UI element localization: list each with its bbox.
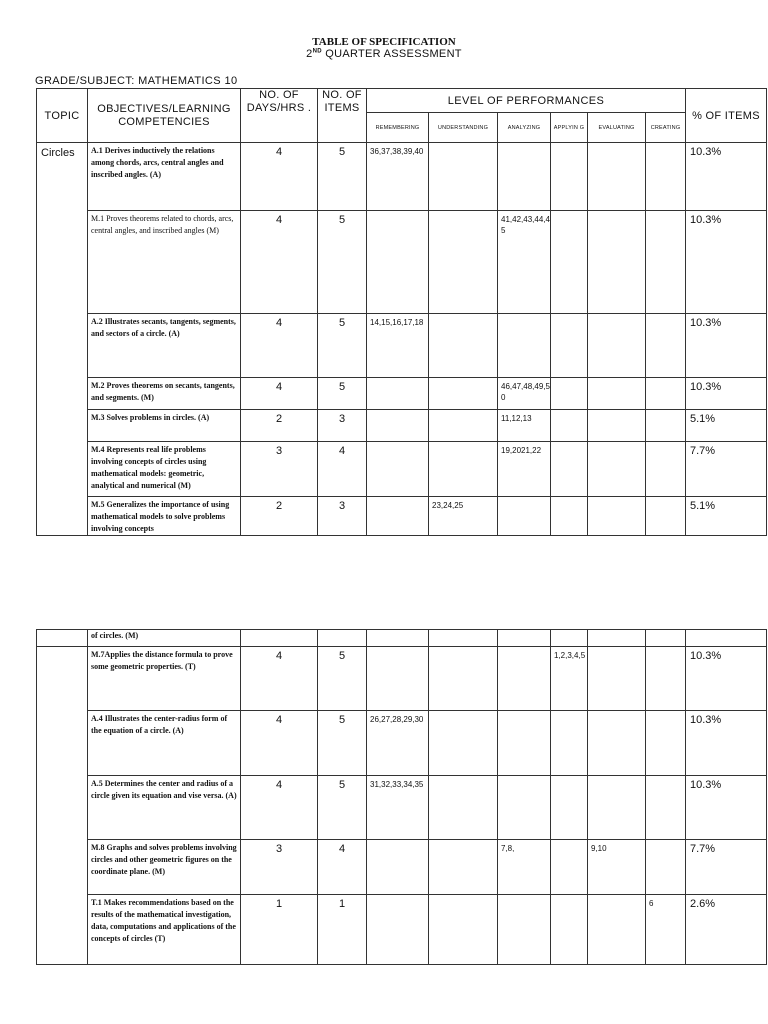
topic-cell [37, 630, 88, 647]
objective-cell: of circles. (M) [88, 630, 241, 647]
objective-cell: M.5 Generalizes the importance of using mathematical models to solve problems involving concepts [88, 497, 241, 536]
level-remembering-cell [367, 647, 429, 711]
subtitle-text: QUARTER ASSESSMENT [321, 48, 462, 60]
levels-header: LEVEL OF PERFORMANCES [367, 89, 686, 113]
level-evaluating-cell [588, 143, 646, 211]
objective-cell: A.1 Derives inductively the relations among chords, arcs, central angles and inscribed angles. (A) [88, 143, 241, 211]
topic-header: TOPIC [37, 89, 88, 143]
level-understanding-cell [429, 410, 498, 442]
level-applying-cell [551, 211, 588, 314]
objective-cell: T.1 Makes recommendations based on the results of the mathematical investigation, data, computations and applications of the concepts of circles (T) [88, 895, 241, 965]
level-analyzing-cell [498, 895, 551, 965]
level-analyzing-cell: 46,47,48,49,50 [498, 378, 551, 410]
level-understanding-cell [429, 776, 498, 840]
level-evaluating-cell [588, 410, 646, 442]
level-remembering-cell: 31,32,33,34,35 [367, 776, 429, 840]
percent-cell: 10.3% [686, 711, 767, 776]
competency-row [37, 314, 767, 378]
days-cell: 3 [241, 840, 318, 895]
level-evaluating-cell [588, 647, 646, 711]
items-cell: 3 [318, 410, 367, 442]
subtitle-number: 2 [306, 48, 313, 60]
objective-cell: M.3 Solves problems in circles. (A) [88, 410, 241, 442]
continued-row [37, 630, 767, 647]
percent-cell: 10.3% [686, 647, 767, 711]
days-cell: 4 [241, 378, 318, 410]
level-creating-cell [646, 143, 686, 211]
grade-subject: GRADE/SUBJECT: MATHEMATICS 10 [35, 75, 238, 87]
level-understanding-cell: 23,24,25 [429, 497, 498, 536]
level-remembering-cell: 14,15,16,17,18 [367, 314, 429, 378]
competency-row [37, 211, 767, 314]
level-creating-cell [646, 314, 686, 378]
competency-row [37, 143, 767, 211]
level-analyzing-cell [498, 314, 551, 378]
level-creating-cell [646, 211, 686, 314]
objective-cell: M.4 Represents real life problems involving concepts of circles using mathematical models: geometric, analytical and numerical (M) [88, 442, 241, 497]
level-analyzing-cell: 41,42,43,44,45 [498, 211, 551, 314]
level-creating-cell: 6 [646, 895, 686, 965]
items-cell: 1 [318, 895, 367, 965]
level-analyzing-header: ANALYZING [498, 113, 551, 143]
percent-cell: 2.6% [686, 895, 767, 965]
days-cell: 4 [241, 211, 318, 314]
level-analyzing-cell [498, 143, 551, 211]
items-cell: 5 [318, 647, 367, 711]
percent-cell: 10.3% [686, 314, 767, 378]
level-remembering-cell [367, 211, 429, 314]
level-applying-cell [551, 895, 588, 965]
level-creating-cell [646, 840, 686, 895]
percent-cell: 10.3% [686, 143, 767, 211]
level-analyzing-cell: 11,12,13 [498, 410, 551, 442]
level-understanding-cell [429, 711, 498, 776]
level-remembering-cell: 36,37,38,39,40 [367, 143, 429, 211]
level-remembering-header: REMEMBERING [367, 113, 429, 143]
days-cell: 3 [241, 442, 318, 497]
level-analyzing-cell: 7,8, [498, 840, 551, 895]
days-cell: 4 [241, 143, 318, 211]
level-applying-cell [551, 143, 588, 211]
level-understanding-cell [429, 895, 498, 965]
level-applying-cell [551, 497, 588, 536]
days-cell: 2 [241, 497, 318, 536]
level-applying-cell [551, 776, 588, 840]
level-analyzing-cell [498, 711, 551, 776]
level-remembering-cell [367, 442, 429, 497]
competency-row [37, 840, 767, 895]
objective-cell: M.2 Proves theorems on secants, tangents, and segments. (M) [88, 378, 241, 410]
level-evaluating-cell [588, 895, 646, 965]
level-creating-cell [646, 442, 686, 497]
level-remembering-cell [367, 410, 429, 442]
percent-header: % OF ITEMS [686, 89, 767, 143]
topic-cell [37, 647, 88, 965]
objective-cell: A.4 Illustrates the center-radius form of the equation of a circle. (A) [88, 711, 241, 776]
percent-cell: 7.7% [686, 442, 767, 497]
document-title: TABLE OF SPECIFICATION [312, 36, 456, 48]
level-evaluating-cell [588, 378, 646, 410]
percent-cell: 10.3% [686, 211, 767, 314]
level-applying-cell [551, 410, 588, 442]
items-header: NO. OF ITEMS [318, 89, 367, 143]
level-evaluating-cell: 9,10 [588, 840, 646, 895]
percent-cell: 10.3% [686, 776, 767, 840]
percent-cell: 7.7% [686, 840, 767, 895]
percent-cell: 10.3% [686, 378, 767, 410]
level-evaluating-cell [588, 442, 646, 497]
objective-cell: A.5 Determines the center and radius of a circle given its equation and vise versa. (A) [88, 776, 241, 840]
specification-table-2 [36, 629, 767, 965]
level-understanding-cell [429, 211, 498, 314]
level-creating-cell [646, 497, 686, 536]
days-cell: 1 [241, 895, 318, 965]
level-understanding-cell [429, 840, 498, 895]
level-applying-cell [551, 711, 588, 776]
topic-cell: Circles [37, 143, 88, 536]
level-applying-cell: 1,2,3,4,5 [551, 647, 588, 711]
days-cell: 4 [241, 647, 318, 711]
items-cell: 4 [318, 442, 367, 497]
level-creating-cell [646, 711, 686, 776]
level-understanding-cell [429, 647, 498, 711]
level-remembering-cell [367, 497, 429, 536]
level-understanding-cell [429, 314, 498, 378]
items-cell: 5 [318, 378, 367, 410]
competency-row [37, 895, 767, 965]
objective-cell: A.2 Illustrates secants, tangents, segments, and sectors of a circle. (A) [88, 314, 241, 378]
items-cell: 5 [318, 143, 367, 211]
level-evaluating-cell [588, 314, 646, 378]
competency-row [37, 442, 767, 497]
level-applying-cell [551, 378, 588, 410]
level-evaluating-cell [588, 711, 646, 776]
objectives-header: OBJECTIVES/LEARNING COMPETENCIES [88, 89, 241, 143]
items-cell: 5 [318, 711, 367, 776]
objective-cell: M.8 Graphs and solves problems involving circles and other geometric figures on the coordinate plane. (M) [88, 840, 241, 895]
level-applying-cell [551, 442, 588, 497]
objective-cell: M.1 Proves theorems related to chords, arcs, central angles, and inscribed angles (M) [88, 211, 241, 314]
level-understanding-cell [429, 143, 498, 211]
competency-row [37, 776, 767, 840]
subtitle-superscript: ND [312, 48, 322, 55]
level-creating-cell [646, 410, 686, 442]
level-analyzing-cell [498, 647, 551, 711]
document-subtitle [0, 48, 768, 60]
level-analyzing-cell: 19,2021,22 [498, 442, 551, 497]
header-row [37, 89, 767, 113]
level-understanding-cell [429, 442, 498, 497]
level-understanding-header: UNDERSTANDING [429, 113, 498, 143]
level-understanding-cell [429, 378, 498, 410]
level-creating-cell [646, 647, 686, 711]
competency-row [37, 497, 767, 536]
level-applying-header: APPLYIN G [551, 113, 588, 143]
items-cell: 4 [318, 840, 367, 895]
level-analyzing-cell [498, 497, 551, 536]
level-evaluating-header: EVALUATING [588, 113, 646, 143]
level-remembering-cell [367, 378, 429, 410]
days-cell: 4 [241, 314, 318, 378]
level-evaluating-cell [588, 497, 646, 536]
level-remembering-cell: 26,27,28,29,30 [367, 711, 429, 776]
days-cell: 2 [241, 410, 318, 442]
competency-row [37, 378, 767, 410]
level-creating-header: CREATING [646, 113, 686, 143]
items-cell: 3 [318, 497, 367, 536]
days-cell: 4 [241, 711, 318, 776]
level-evaluating-cell [588, 776, 646, 840]
percent-cell: 5.1% [686, 497, 767, 536]
objective-cell: M.7Applies the distance formula to prove some geometric properties. (T) [88, 647, 241, 711]
level-applying-cell [551, 314, 588, 378]
level-evaluating-cell [588, 211, 646, 314]
level-creating-cell [646, 378, 686, 410]
items-cell: 5 [318, 776, 367, 840]
days-header: NO. OF DAYS/HRS . [241, 89, 318, 143]
level-applying-cell [551, 840, 588, 895]
items-cell: 5 [318, 314, 367, 378]
items-cell: 5 [318, 211, 367, 314]
specification-table-1 [36, 88, 767, 536]
level-creating-cell [646, 776, 686, 840]
competency-row [37, 410, 767, 442]
level-remembering-cell [367, 840, 429, 895]
level-remembering-cell [367, 895, 429, 965]
competency-row [37, 711, 767, 776]
days-cell: 4 [241, 776, 318, 840]
percent-cell: 5.1% [686, 410, 767, 442]
competency-row [37, 647, 767, 711]
level-analyzing-cell [498, 776, 551, 840]
